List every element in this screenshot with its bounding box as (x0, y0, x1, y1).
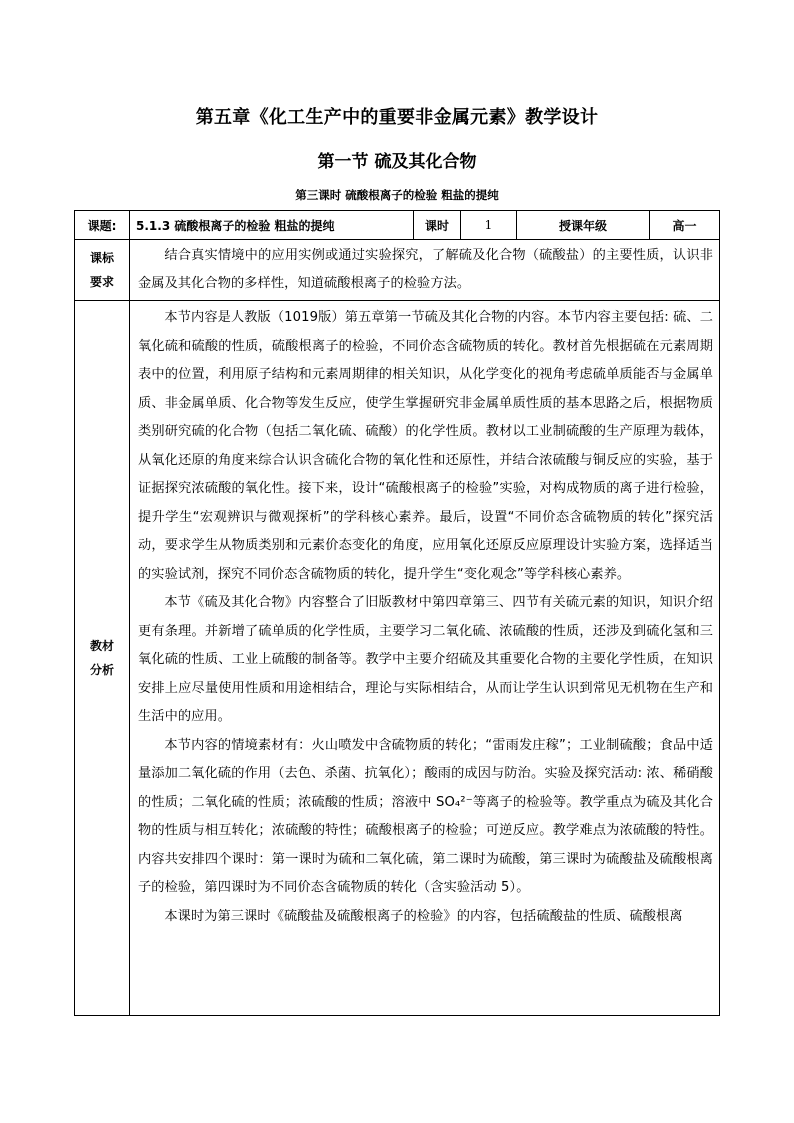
analysis-label (75, 301, 130, 1016)
topic-value: 5.1.3 硫酸根离子的检验 粗盐的提纯 (130, 211, 414, 240)
teaching-design-table (74, 210, 720, 1016)
requirements-label-line1: 课标 (89, 251, 114, 265)
requirements-label-line2: 要求 (89, 275, 114, 289)
hours-label: 课时 (414, 211, 461, 240)
analysis-row (75, 301, 720, 1016)
header-row (75, 211, 720, 240)
requirements-content (130, 240, 720, 301)
analysis-paragraph: 本节内容是人教版（1019版）第五章第一节硫及其化合物的内容。本节内容主要包括: 硫、二氧化硫和硫酸的性质，硫酸根离子的检验，不同价态含硫物质的转化。教材首先根据硫在元素周期表中的位置，利用原子结构和元素周期律的相关知识，从化学变化的视角考虑硫单质能否与金属单质、非金属单质、化合物等发生反应，使学生掌握研究非金属单质性质的基本思路之后，根据物质类别研究硫的化合物（包括二氧化硫、硫酸）的化学性质。教材以工业制硫酸的生产原理为载体，从氧化还原的角度来综合认识含硫化合物的氧化性和还原性，并结合浓硫酸与铜反应的实验，基于证据探究浓硫酸的氧化性。接下来，设计“硫酸根离子的检验”实验，对构成物质的离子进行检验，提升学生“宏观辨识与微观探析”的学科核心素养。最后，设置“不同价态含硫物质的转化”探究活动，要求学生从物质类别和元素价态变化的角度，应用氧化还原反应原理设计实验方案，选择适当的实验试剂，探究不同价态含硫物质的转化，提升学生“变化观念”等学科核心素养。 (138, 310, 713, 582)
section-title: 第一节 硫及其化合物 (317, 152, 477, 172)
page-title: 第五章《化工生产中的重要非金属元素》教学设计 (195, 107, 599, 128)
requirements-text: 结合真实情境中的应用实例或通过实验探究，了解硫及化合物（硫酸盐）的主要性质，认识非金属及其化合物的多样性，知道硫酸根离子的检验方法。 (138, 247, 713, 291)
topic-label: 课题: (75, 211, 130, 240)
hours-value: 1 (461, 211, 517, 240)
grade-label: 授课年级 (517, 211, 650, 240)
analysis-content (130, 301, 720, 1016)
requirements-label (75, 240, 130, 301)
analysis-label-line1: 教材 (89, 639, 114, 653)
grade-value: 高一 (650, 211, 720, 240)
analysis-paragraph: 本节内容的情境素材有：火山喷发中含硫物质的转化；“雷雨发庄稼”；工业制硫酸；食品中适量添加二氧化硫的作用（去色、杀菌、抗氧化）；酸雨的成因与防治。实验及探究活动: 浓、稀硝酸的性质；二氧化硫的性质；浓硫酸的性质；溶液中 SO₄²⁻等离子的检验等。教学重点为硫及其化合物的性质与相互转化；浓硫酸的特性；硫酸根离子的检验；可逆反应。教学难点为浓硫酸的特性。内容共安排四个课时：第一课时为硫和二氧化硫，第二课时为硫酸，第三课时为硫酸盐及硫酸根离子的检验，第四课时为不同价态含硫物质的转化（含实验活动 5）。 (138, 737, 713, 895)
analysis-paragraph: 本节《硫及其化合物》内容整合了旧版教材中第四章第三、四节有关硫元素的知识，知识介绍更有条理。并新增了硫单质的化学性质，主要学习二氧化硫、浓硫酸的性质，还涉及到硫化氢和三氧化硫的性质、工业上硫酸的制备等。教学中主要介绍硫及其重要化合物的主要化学性质，在知识安排上应尽量使用性质和用途相结合，理论与实际相结合，从而让学生认识到常见无机物在生产和生活中的应用。 (138, 595, 713, 724)
analysis-label-line2: 分析 (89, 663, 114, 677)
lesson-title: 第三课时 硫酸根离子的检验 粗盐的提纯 (295, 188, 499, 202)
requirements-row (75, 240, 720, 301)
analysis-paragraph: 本课时为第三课时《硫酸盐及硫酸根离子的检验》的内容，包括硫酸盐的性质、硫酸根离 (164, 908, 683, 924)
